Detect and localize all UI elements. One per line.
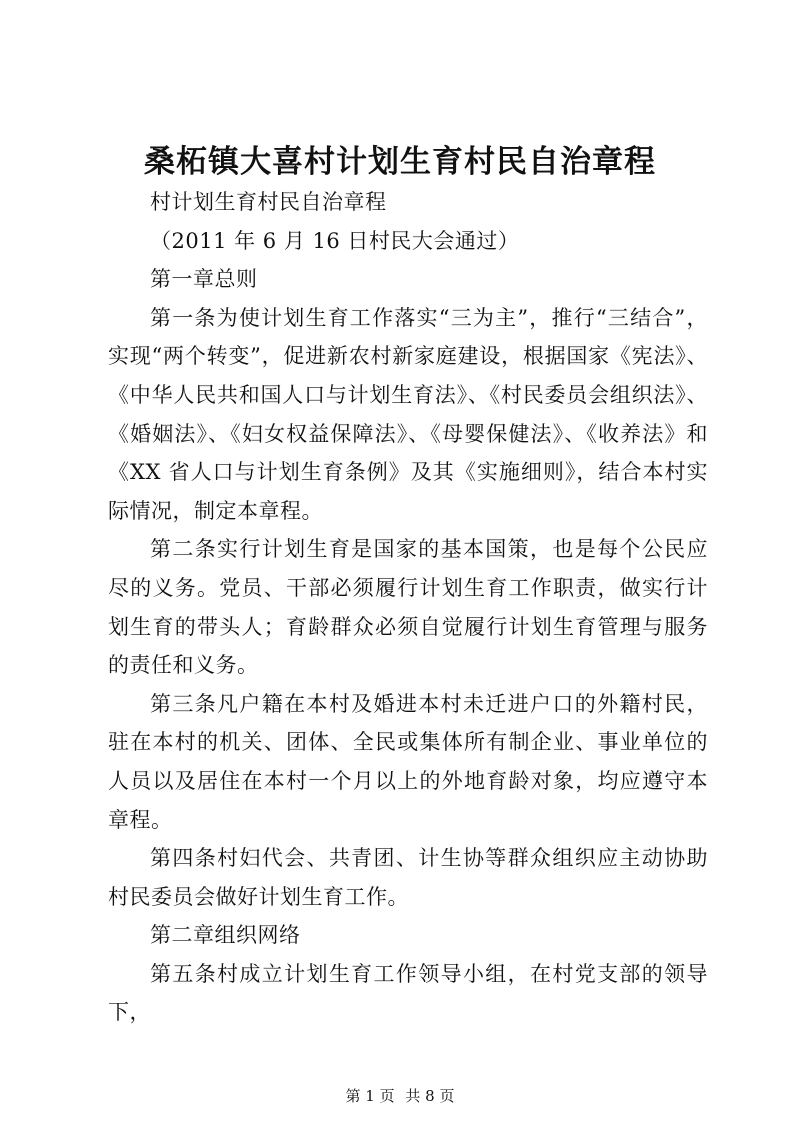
chapter-heading-1: 第一章总则 xyxy=(150,267,258,292)
paragraph-adoption-date: （2011 年 6 月 16 日村民大会通过） xyxy=(150,228,520,253)
document-body xyxy=(108,183,708,1032)
article-4: 第四条村妇代会、共青团、计生协等群众组织应主动协助村民委员会做好计划生育工作。 xyxy=(108,846,708,909)
article-1: 第一条为使计划生育工作落实“三为主”，推行“三结合”，实现“两个转变”，促进新农村新家庭建设，根据国家《宪法》、《中华人民共和国人口与计划生育法》、《村民委员会组织法》、《婚姻法》、《妇女权益保障法》、《母婴保健法》、《收养法》和《XX 省人口与计划生育条例》及其《实施细则》，结合本村实际情况，制定本章程。 xyxy=(108,305,708,523)
page-number: 第 1 页 xyxy=(345,1087,395,1105)
document-title: 桑柘镇大喜村计划生育村民自治章程 xyxy=(144,144,656,180)
article-5: 第五条村成立计划生育工作领导小组，在村党支部的领导下， xyxy=(108,961,708,1025)
chapter-heading-2: 第二章组织网络 xyxy=(150,923,301,948)
paragraph-subtitle: 村计划生育村民自治章程 xyxy=(150,190,387,214)
page-total: 共 8 页 xyxy=(405,1087,455,1105)
article-2: 第二条实行计划生育是国家的基本国策，也是每个公民应尽的义务。党员、干部必须履行计划生育工作职责，做实行计划生育的带头人；育龄群众必须自觉履行计划生育管理与服务的责任和义务。 xyxy=(108,537,708,678)
page-footer xyxy=(0,1086,800,1106)
article-3: 第三条凡户籍在本村及婚进本村未迁进户口的外籍村民，驻在本村的机关、团体、全民或集体所有制企业、事业单位的人员以及居住在本村一个月以上的外地育龄对象，均应遵守本章程。 xyxy=(108,691,708,832)
